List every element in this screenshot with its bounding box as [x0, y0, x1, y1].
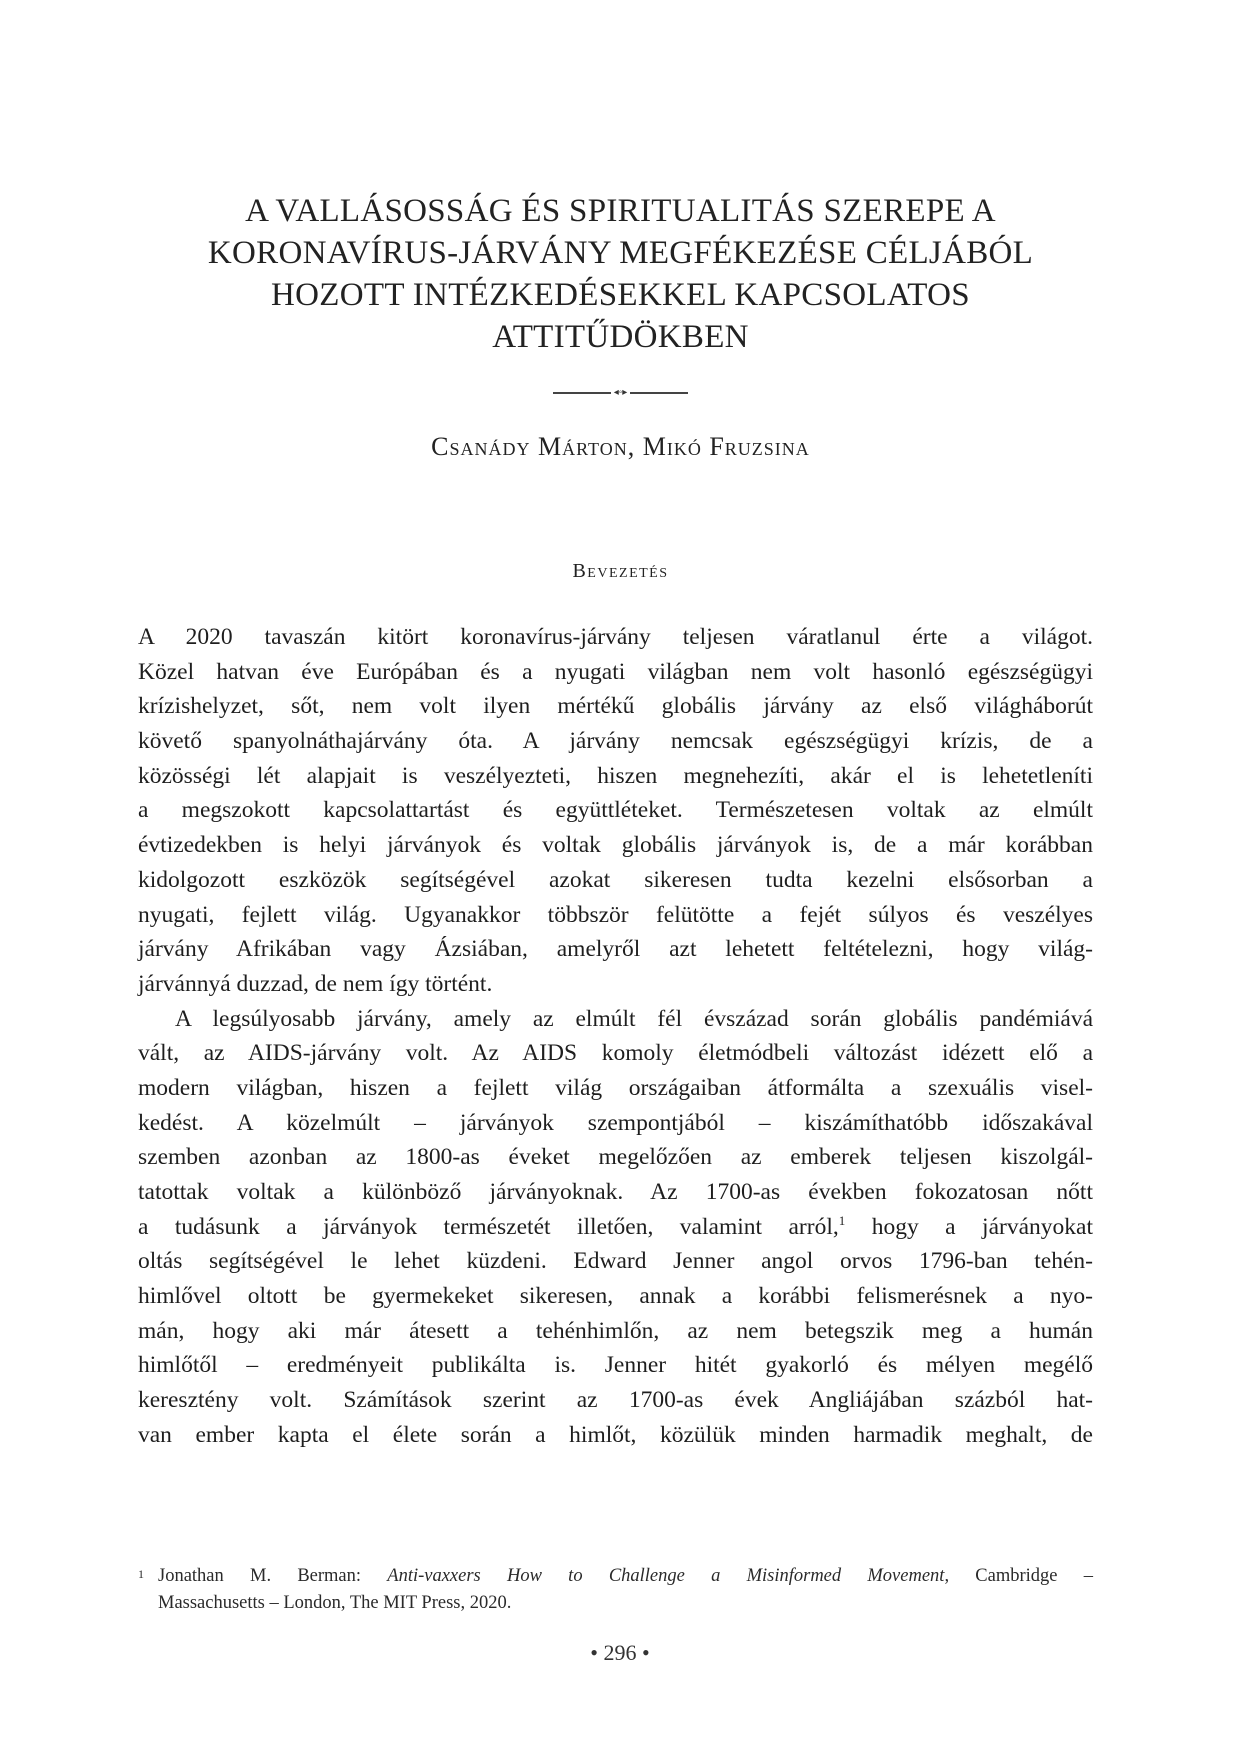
body-line: járvány Afrikában vagy Ázsiában, amelyről azt lehetett feltételezni, hogy világ- [138, 936, 1093, 963]
body-line: keresztény volt. Számítások szerint az 1700-as évek Angliájában százból hat- [138, 1387, 1093, 1414]
body-line: évtizedekben is helyi járványok és voltak globális járványok is, de a már korábban [138, 832, 1093, 859]
body-line-text: hogy a járványokat [845, 1213, 1093, 1240]
title-line: ATTITŰDÖKBEN [492, 319, 749, 355]
footnote-line: Massachusetts – London, The MIT Press, 2020. [158, 1593, 512, 1613]
title-line: KORONAVÍRUS-JÁRVÁNY MEGFÉKEZÉSE CÉLJÁBÓL [207, 235, 1034, 271]
body-line: kidolgozott eszközök segítségével azokat sikeresen tudta kezelni elsősorban a [138, 866, 1093, 893]
body-text [138, 620, 1093, 1453]
body-line-text: a tudásunk a járványok természetét illetően, valamint arról, [138, 1213, 839, 1240]
ornament-divider [553, 388, 688, 398]
body-line: oltás segítségével le lehet küzdeni. Edward Jenner angol orvos 1796-ban tehén- [138, 1248, 1093, 1275]
body-line: mán, hogy aki már átesett a tehénhimlőn, az nem betegszik meg a humán [138, 1317, 1093, 1344]
body-line: szemben azonban az 1800-as éveket megelőzően az emberek teljesen kiszolgál- [138, 1144, 1093, 1171]
body-line: nyugati, fejlett világ. Ugyanakkor többször felütötte a fejét súlyos és veszélyes [138, 901, 1093, 928]
body-line [138, 1210, 1093, 1245]
footnote-mark: 1 [138, 1567, 144, 1581]
ornament-line-left [553, 392, 611, 394]
body-line: modern világban, hiszen a fejlett világ országaiban átformálta a szexuális visel- [138, 1074, 1093, 1101]
title-line: HOZOTT INTÉZKEDÉSEKKEL KAPCSOLATOS [271, 277, 970, 313]
footnote [138, 1563, 1093, 1617]
footnote-author: Jonathan M. Berman: [158, 1566, 388, 1586]
body-line: himlőtől – eredményeit publikálta is. Jenner hitét gyakorló és mélyen megélő [138, 1352, 1093, 1379]
article-title [120, 190, 1121, 358]
body-line: tatottak voltak a különböző járványoknak. Az 1700-as években fokozatosan nőtt [138, 1179, 1093, 1205]
body-line: a megszokott kapcsolattartást és együttléteket. Természetesen voltak az elmúlt [138, 797, 1093, 824]
footnote-reference[interactable]: 1 [838, 1212, 846, 1228]
ornament-line-right [630, 392, 688, 394]
body-line: A 2020 tavaszán kitört koronavírus-járvány teljesen váratlanul érte a világot. [138, 624, 1093, 650]
body-line: vált, az AIDS-járvány volt. Az AIDS komoly életmódbeli változást idézett elő a [138, 1040, 1093, 1067]
body-line: van ember kapta el élete során a himlőt, közülük minden harmadik meghalt, de [138, 1421, 1093, 1448]
body-line: himlővel oltott be gyermekeket sikeresen, annak a korábbi felismerésnek a nyo- [138, 1283, 1093, 1310]
footnote-text: , Cambridge – [944, 1566, 1093, 1586]
body-line: Közel hatvan éve Európában és a nyugati világban nem volt hasonló egészségügyi [138, 658, 1093, 685]
ornament-icon: ◂◦▸ [613, 387, 628, 398]
body-line: követő spanyolnáthajárvány óta. A járvány nemcsak egészségügyi krízis, de a [138, 728, 1093, 755]
footnote-book-title: Anti-vaxxers How to Challenge a Misinformed Movement [387, 1566, 945, 1586]
body-line: krízishelyzet, sőt, nem volt ilyen mértékű globális járvány az első világháborút [138, 693, 1093, 720]
footnote-line [138, 1563, 1093, 1590]
section-heading: Bevezetés [572, 560, 669, 582]
title-line: A VALLÁSOSSÁG ÉS SPIRITUALITÁS SZEREPE A [245, 193, 996, 229]
body-line: közösségi lét alapjait is veszélyezteti, hiszen megnehezíti, akár el is lehetetleníti [138, 762, 1093, 789]
page-number: • 296 • [590, 1640, 650, 1665]
body-line: kedést. A közelmúlt – járványok szempontjából – kiszámíthatóbb időszakával [138, 1109, 1093, 1136]
body-line: járvánnyá duzzad, de nem így történt. [138, 970, 493, 997]
body-line: A legsúlyosabb járvány, amely az elmúlt fél évszázad során globális pandémiává [175, 1005, 1093, 1032]
authors: Csanády Márton, Mikó Fruzsina [431, 432, 810, 461]
